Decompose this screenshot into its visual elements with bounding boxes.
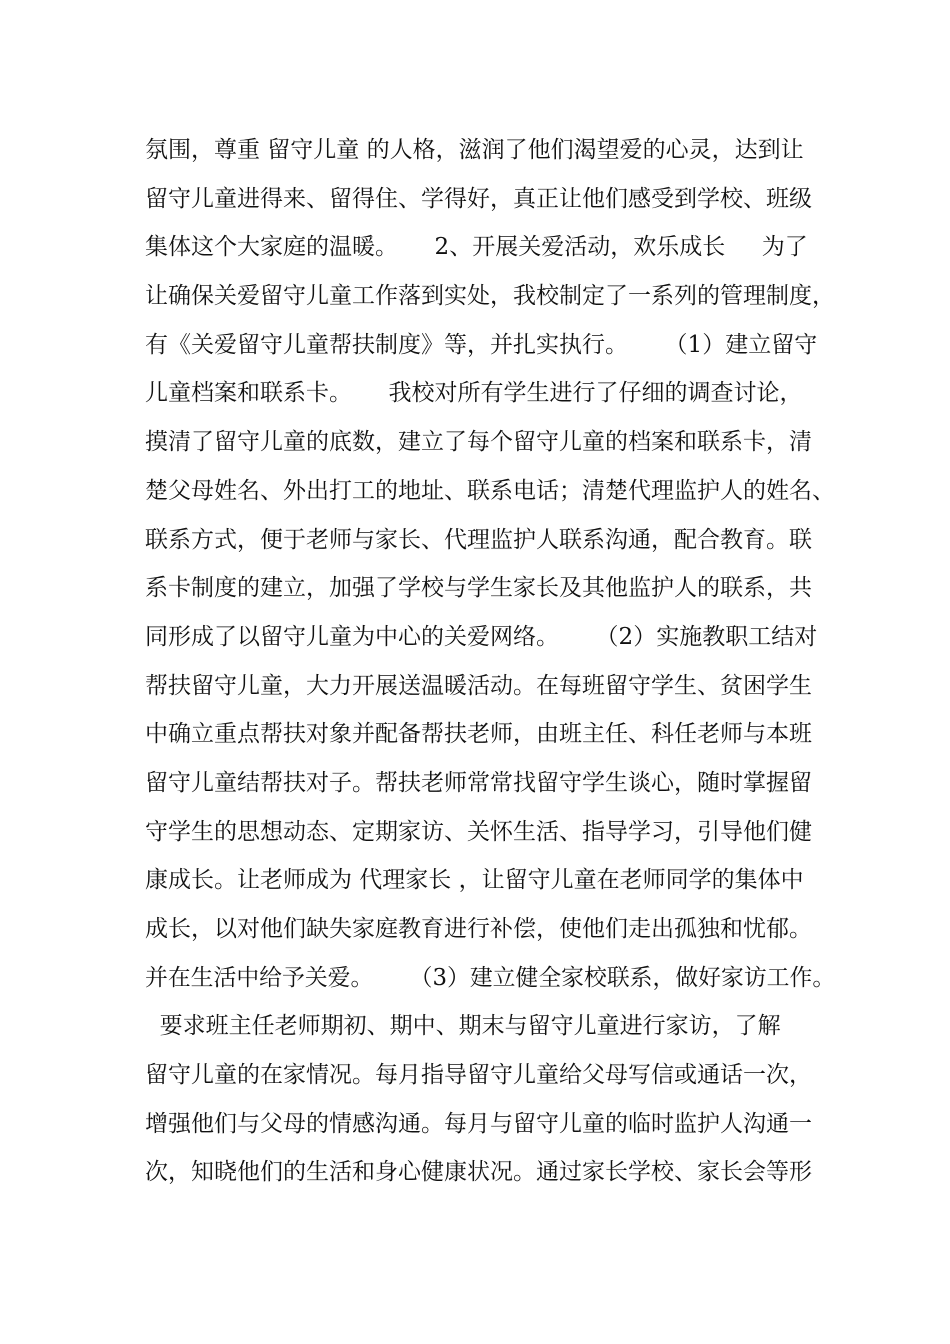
text-line-22: 次，知晓他们的生活和身心健康状况。通过家长学校、家长会等形	[145, 1159, 812, 1186]
text-line-21: 增强他们与父母的情感沟通。每月与留守儿童的临时监护人沟通一	[145, 1110, 812, 1137]
text-line-17: 成长，以对他们缺失家庭教育进行补偿，使他们走出孤独和忧郁。	[145, 916, 812, 942]
text-line-15: 守学生的思想动态、定期家访、关怀生活、指导学习，引导他们健	[145, 818, 812, 845]
text-line-12: 帮扶留守儿童，大力开展送温暖活动。在每班留守学生、贫困学生	[145, 672, 812, 699]
text-line-20: 留守儿童的在家情况。每月指导留守儿童给父母写信或通话一次，	[145, 1062, 812, 1089]
text-line-10: 系卡制度的建立，加强了学校与学生家长及其他监护人的联系，共	[145, 575, 812, 602]
text-line-6: 儿童档案和联系卡。 我校对所有学生进行了仔细的调查讨论，	[145, 380, 803, 407]
text-line-5: 有《关爱留守儿童帮扶制度》等，并扎实执行。 （1）建立留守	[145, 331, 818, 358]
text-line-4: 让确保关爱留守儿童工作落到实处，我校制定了一系列的管理制度，	[145, 283, 835, 310]
text-line-7: 摸清了留守儿童的底数，建立了每个留守儿童的档案和联系卡，清	[145, 429, 812, 456]
text-line-1: 氛围，尊重 留守儿童 的人格，滋润了他们渴望爱的心灵，达到让	[145, 137, 804, 163]
text-line-8: 楚父母姓名、外出打工的地址、联系电话；清楚代理监护人的姓名、	[145, 477, 835, 504]
text-line-19: 要求班主任老师期初、期中、期末与留守儿童进行家访，了解	[145, 1013, 781, 1040]
text-line-3: 集体这个大家庭的温暖。 2、开展关爱活动，欢乐成长 为了	[145, 234, 808, 261]
text-line-14: 留守儿童结帮扶对子。帮扶老师常常找留守学生谈心，随时掌握留	[145, 769, 812, 796]
text-line-2: 留守儿童进得来、留得住、学得好，真正让他们感受到学校、班级	[145, 185, 812, 212]
text-line-13: 中确立重点帮扶对象并配备帮扶老师，由班主任、科任老师与本班	[145, 721, 812, 748]
text-line-16: 康成长。让老师成为 代理家长 ，让留守儿童在老师同学的集体中	[145, 867, 804, 894]
text-line-18: 并在生活中给予关爱。 （3）建立健全家校联系，做好家访工作。	[145, 964, 836, 991]
text-line-11: 同形成了以留守儿童为中心的关爱网络。 （2）实施教职工结对	[145, 623, 818, 650]
body-text	[145, 126, 835, 1197]
text-line-9: 联系方式，便于老师与家长、代理监护人联系沟通，配合教育。联	[145, 526, 812, 553]
